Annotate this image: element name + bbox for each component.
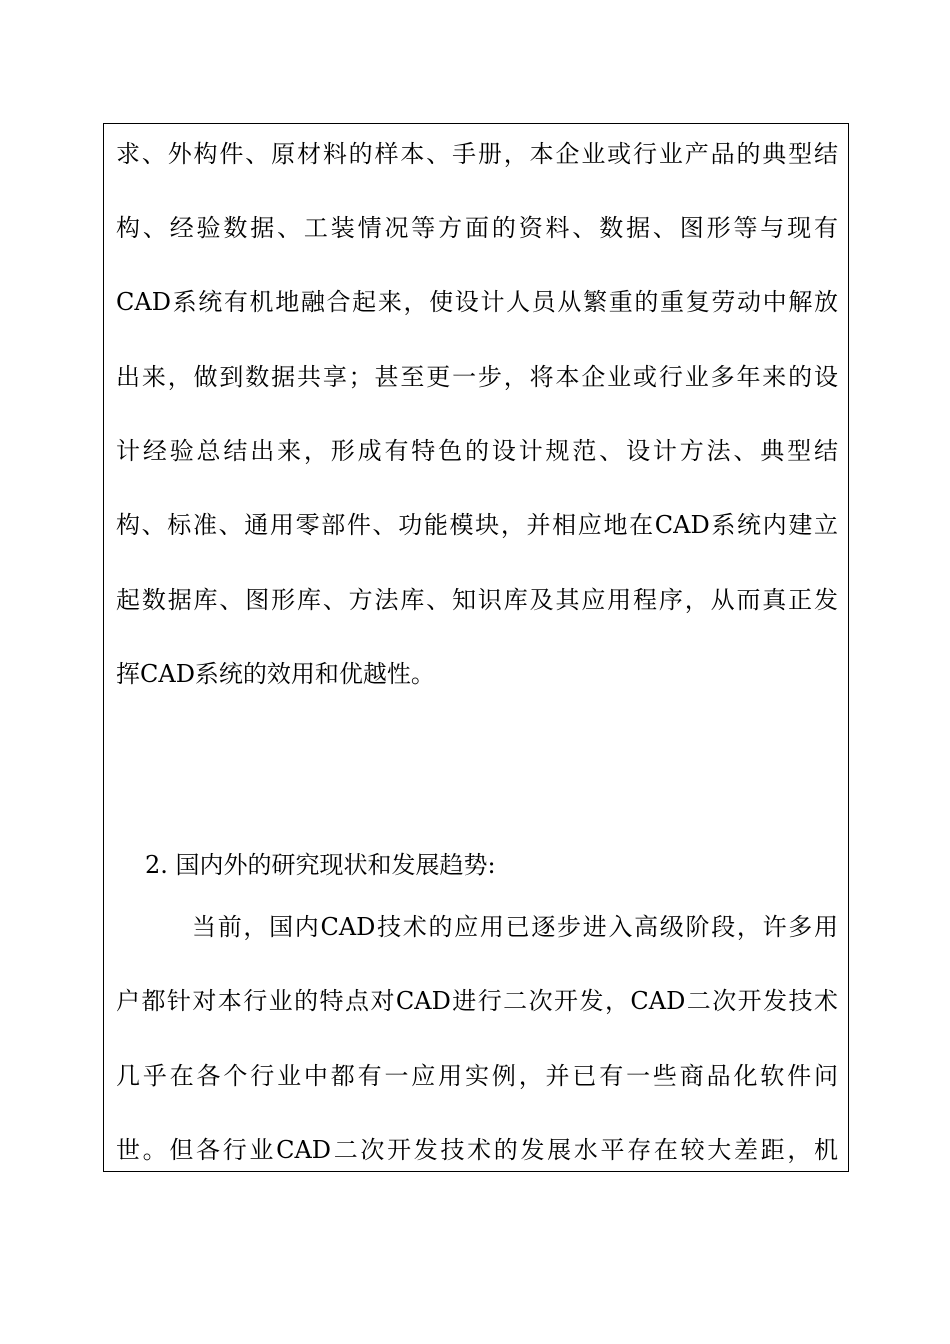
paragraph-1-line-3: CAD系统有机地融合起来，使设计人员从繁重的重复劳动中解放 <box>116 288 838 316</box>
section-2-heading: 2. 国内外的研究现状和发展趋势: <box>145 851 496 879</box>
section-2-line-3: 几乎在各个行业中都有一应用实例，并已有一些商品化软件问 <box>116 1062 838 1090</box>
paragraph-1-line-4: 出来，做到数据共享；甚至更一步，将本企业或行业多年来的设 <box>116 363 838 391</box>
paragraph-1-line-1: 求、外构件、原材料的样本、手册，本企业或行业产品的典型结 <box>116 140 838 168</box>
section-2-line-1: 当前，国内CAD技术的应用已逐步进入高级阶段，许多用 <box>192 913 838 941</box>
paragraph-1-line-5: 计经验总结出来，形成有特色的设计规范、设计方法、典型结 <box>116 437 838 465</box>
section-2-line-2: 户都针对本行业的特点对CAD进行二次开发，CAD二次开发技术 <box>116 987 838 1015</box>
section-2-line-4: 世。但各行业CAD二次开发技术的发展水平存在较大差距，机 <box>116 1136 838 1164</box>
paragraph-1-line-2: 构、经验数据、工装情况等方面的资料、数据、图形等与现有 <box>116 214 838 242</box>
paragraph-1-line-7: 起数据库、图形库、方法库、知识库及其应用程序，从而真正发 <box>116 586 838 614</box>
paragraph-1-line-6: 构、标准、通用零部件、功能模块，并相应地在CAD系统内建立 <box>116 511 838 539</box>
paragraph-1-line-8: 挥CAD系统的效用和优越性。 <box>116 660 435 688</box>
